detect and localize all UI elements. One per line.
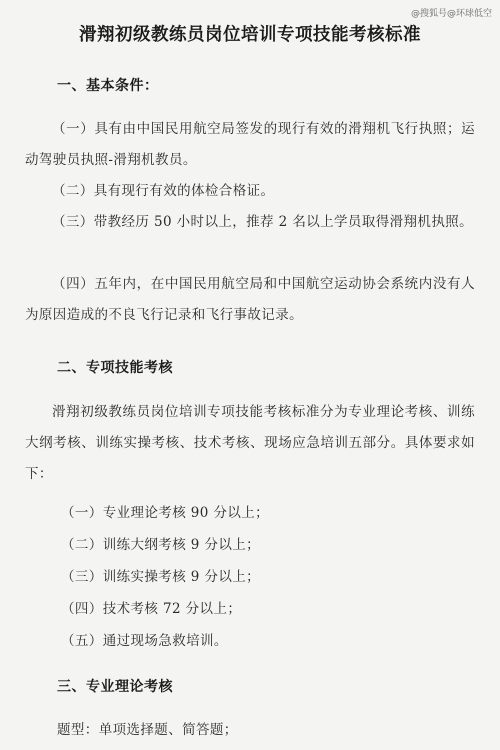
section-heading-basic-conditions: 一、基本条件： (57, 78, 159, 94)
paragraph-condition-2: （二）具有现行有效的体检合格证。 (52, 183, 275, 199)
list-item-technical-exam: （四）技术考核 72 分以上； (61, 601, 242, 617)
paragraph-question-types: 题型：单项选择题、简答题； (57, 722, 238, 738)
document-title: 滑翔初级教练员岗位培训专项技能考核标准 (79, 25, 421, 45)
paragraph-condition-1: （一）具有由中国民用航空局签发的现行有效的滑翔机飞行执照；运动驾驶员执照-滑翔机教员。 (25, 121, 475, 168)
list-item-theory-exam: （一）专业理论考核 90 分以上； (61, 505, 270, 521)
list-item-syllabus-exam: （二）训练大纲考核 9 分以上； (61, 537, 261, 553)
section-heading-theory-assessment: 三、专业理论考核 (57, 679, 173, 695)
list-item-first-aid-training: （五）通过现场急救培训。 (61, 633, 228, 649)
section-heading-skills-assessment: 二、专项技能考核 (57, 360, 173, 376)
paragraph-skills-intro: 滑翔初级教练员岗位培训专项技能考核标准分为专业理论考核、训练大纲考核、训练实操考核、技术考核、现场应急培训五部分。具体要求如下： (25, 404, 475, 482)
paragraph-condition-4: （四）五年内，在中国民用航空局和中国航空运动协会系统内没有人为原因造成的不良飞行记录和飞行事故记录。 (25, 276, 475, 323)
watermark: @搜狐号@环球低空 (410, 9, 492, 19)
paragraph-condition-3: （三）带教经历 50 小时以上，推荐 2 名以上学员取得滑翔机执照。 (52, 214, 474, 230)
list-item-practical-exam: （三）训练实操考核 9 分以上； (61, 569, 261, 585)
